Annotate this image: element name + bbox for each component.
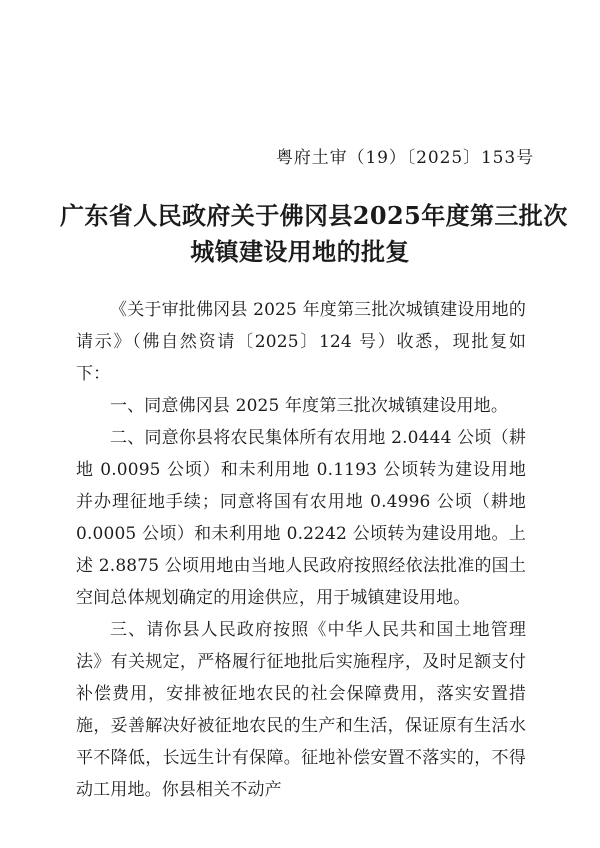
- page-title-line-1: 广东省人民政府关于佛冈县2025年度第三批次: [60, 201, 568, 230]
- paragraph-intro: 《关于审批佛冈县 2025 年度第三批次城镇建设用地的请示》（佛自然资请〔2025〕124 号）收悉，现批复如下：: [76, 300, 526, 384]
- paragraph-item-1: 一、同意佛冈县 2025 年度第三批次城镇建设用地。: [110, 396, 508, 416]
- document-body: [76, 294, 526, 806]
- page-title: [60, 198, 568, 270]
- paragraph-item-3: 三、请你县人民政府按照《中华人民共和国土地管理法》有关规定，严格履行征地批后实施程序，及时足额支付补偿费用，安排被征地农民的社会保障费用，落实安置措施，妥善解决好被征地农民的生产和生活，保证原有生活水平不降低，长远生计有保障。征地补偿安置不落实的，不得动工用地。你县相关不动产: [76, 620, 526, 800]
- page-title-line-2: 城镇建设用地的批复: [190, 237, 410, 266]
- paragraph-item-2: 二、同意你县将农民集体所有农用地 2.0444 公顷（耕地 0.0095 公顷）和未利用地 0.1193 公顷转为建设用地并办理征地手续；同意将国有农用地 0.4996 公顷（耕地 0.0005 公顷）和未利用地 0.2242 公顷转为建设用地。上述 2.8875 公顷用地由当地人民政府按照经依法批准的国土空间总体规划确定的用途供应，用于城镇建设用地。: [76, 428, 526, 608]
- document-number: 粤府土审（19）〔2025〕153号: [275, 148, 534, 168]
